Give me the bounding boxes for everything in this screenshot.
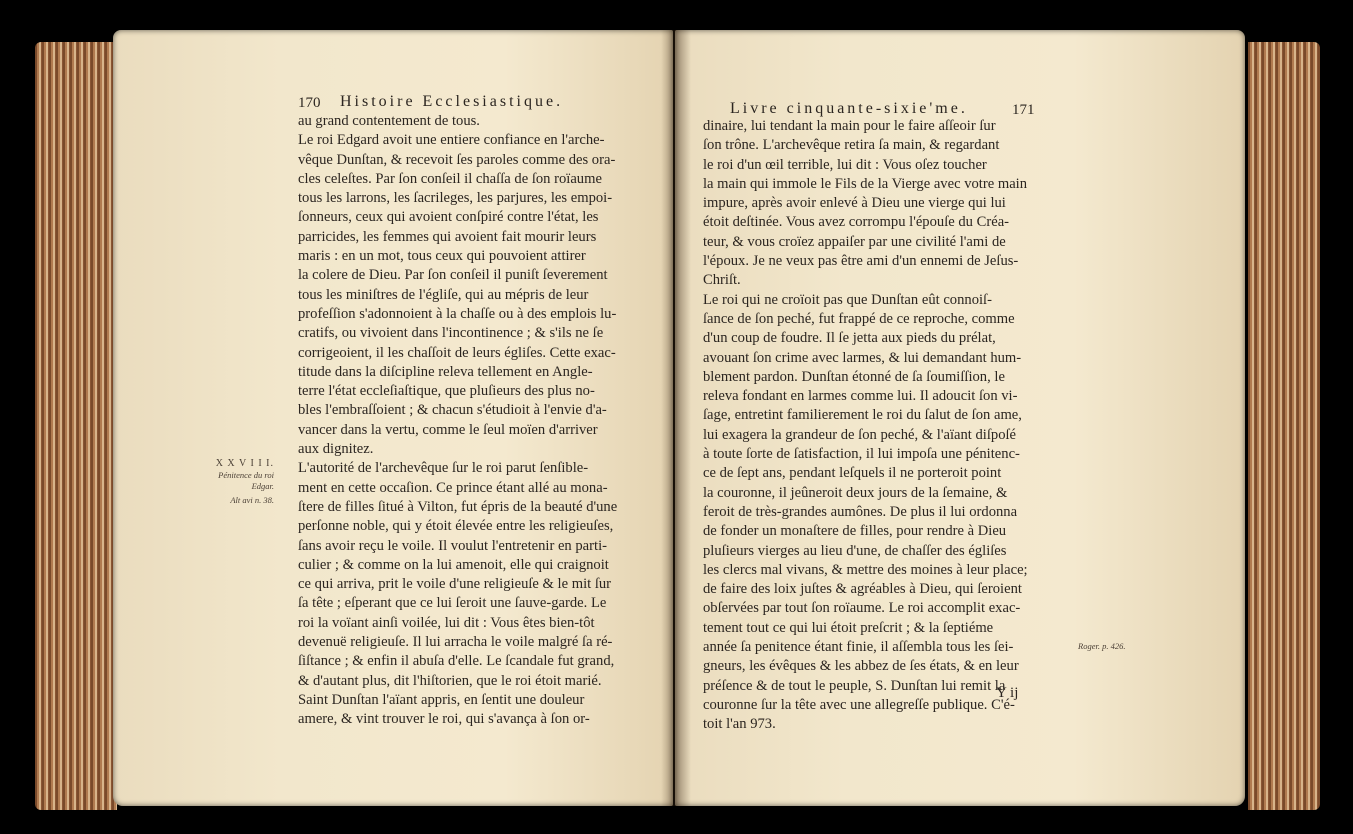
left-text-line: amere, & vint trouver le roi, qui s'avança à ſon or- [298, 711, 590, 728]
left-text-line: maris : en un mot, tous ceux qui pouvoient attirer [298, 248, 586, 265]
left-text-line: ſonneurs, ceux qui avoient conſpiré contre l'état, les [298, 209, 599, 226]
left-text-line: roi la voïant ainſi voilée, lui dit : Vous êtes bien-tôt [298, 614, 595, 631]
left-text-line: L'autorité de l'archevêque ſur le roi parut ſenſible- [298, 460, 589, 477]
right-text-line: de fonder un monaſtere de filles, pour rendre à Dieu [703, 523, 1007, 540]
right-text-line: l'époux. Je ne veux pas être ami d'un ennemi de Jeſus- [703, 253, 1019, 270]
left-text-line: tous les larrons, les ſacrileges, les parjures, les empoi- [298, 190, 613, 207]
left-text-line: Saint Dunſtan l'aïant appris, en ſentit une douleur [298, 691, 585, 708]
left-text-line: corrigeoient, il les chaſſoit de leurs égliſes. Cette exac- [298, 344, 616, 361]
left-text-line: tous les miniſtres de l'égliſe, qui au mépris de leur [298, 286, 589, 303]
right-text-line: d'un coup de foudre. Il ſe jetta aux pieds du prélat, [703, 330, 996, 347]
right-text-line: les clercs mal vivans, & mettre des moines à leur place; [703, 561, 1028, 578]
left-text-line: ſans avoir reçu le voile. Il voulut l'entretenir en parti- [298, 537, 607, 554]
book-gutter [661, 30, 691, 806]
right-text-line: année ſa penitence étant finie, il aſſembla tous les ſei- [703, 639, 1014, 656]
right-text-line: étoit deſtinée. Vous avez corrompu l'épouſe du Créa- [703, 214, 1010, 231]
left-text-line: parricides, les femmes qui avoient fait mourir leurs [298, 228, 597, 245]
right-text-line: releva fondant en larmes comme lui. Il adoucit ſon vi- [703, 388, 1018, 405]
left-text-line: Le roi Edgard avoit une entiere confiance en l'arche- [298, 132, 605, 149]
left-text-line: culier ; & comme on la lui amenoit, elle qui craignoit [298, 556, 609, 573]
right-page-number: 171 [1012, 102, 1035, 118]
right-text-line: gneurs, les évêques & les abbez de ſes états, & en leur [703, 658, 1019, 675]
right-text-line: feroit de très-grandes aumônes. De plus il lui ordonna [703, 503, 1018, 520]
left-text-line: vêque Dunſtan, & recevoit ſes paroles comme des ora- [298, 151, 616, 168]
right-text-line: Le roi qui ne croïoit pas que Dunſtan eût connoiſ- [703, 291, 992, 308]
left-text-line: ſa tête ; eſperant que ce lui ſeroit une ſauve-garde. Le [298, 595, 607, 612]
left-text-line: profeſſion s'adonnoient à la chaſſe ou à des emplois lu- [298, 305, 617, 322]
right-text-line: teur, & vous croïez appaiſer par une civilité l'ami de [703, 233, 1006, 250]
right-text-line: à toute ſorte de ſatisfaction, il lui impoſa une pénitenc- [703, 446, 1020, 463]
right-text-line: ce de ſept ans, pendant leſquels il ne porteroit point [703, 465, 1002, 482]
left-text-line: vancer dans la vertu, comme le ſeul moïen d'arriver [298, 421, 598, 438]
right-text-line: toit l'an 973. [703, 716, 776, 733]
left-text-line: & d'autant plus, dit l'hiſtorien, que le roi étoit marié. [298, 672, 602, 689]
signature-mark: Y ij [996, 685, 1019, 701]
left-text-line: cles celeſtes. Par ſon conſeil il chaſſa de ſon roïaume [298, 170, 602, 187]
left-text-line: ment en cette occaſion. Ce prince étant allé au mona- [298, 479, 608, 496]
left-text-line: ſtere de filles ſitué à Vilton, fut épris de la beauté d'une [298, 498, 618, 515]
right-text-line: obſervées par tout ſon roïaume. Le roi accomplit exac- [703, 600, 1021, 617]
right-running-head: Livre cinquante-sixie'me. [730, 100, 968, 117]
right-margin-note: Roger. p. 426. [1078, 641, 1126, 651]
right-text-line: couronne ſur la tête avec une allegreſſe publique. C'é- [703, 696, 1015, 713]
page-edges-left [35, 42, 117, 810]
left-text-line: au grand contentement de tous. [298, 113, 480, 129]
right-text-line: la couronne, il jeûneroit deux jours de la ſemaine, & [703, 484, 1008, 501]
left-text-line: la colere de Dieu. Par ſon conſeil il puniſt ſeverement [298, 267, 608, 284]
left-margin-note-number: X X V I I I. [215, 458, 274, 469]
left-text-line: cratifs, ou vivoient dans l'incontinence ; & s'ils ne ſe [298, 325, 604, 342]
left-text-line: perſonne noble, qui y étoit élevée entre les religieuſes, [298, 518, 614, 535]
right-text-line: ſage, entretint familierement le roi du ſalut de ſon ame, [703, 407, 1022, 424]
left-page-number: 170 [298, 95, 321, 111]
right-text-line: ſon trône. L'archevêque retira ſa main, & regardant [703, 137, 1000, 154]
right-text-line: impure, après avoir enlevé à Dieu une vierge qui lui [703, 195, 1006, 212]
right-text-line: blement pardon. Dunſtan étonné de ſa ſoumiſſion, le [703, 368, 1005, 385]
right-text-line: de faire des loix juſtes & agréables à Dieu, qui ſeroient [703, 581, 1022, 598]
right-text-line: la main qui immole le Fils de la Vierge avec votre main [703, 175, 1028, 192]
right-text-line: Chriſt. [703, 272, 741, 289]
right-text-line: avouant ſon crime avec larmes, & lui demandant hum- [703, 349, 1022, 366]
left-margin-note-reference: Alt avi n. 38. [230, 495, 274, 505]
open-book [35, 20, 1320, 820]
right-text-line: pluſieurs vierges au lieu d'une, de chaſſer des égliſes [703, 542, 1007, 559]
right-text-block [703, 117, 1075, 735]
right-text-line: lui exagera la grandeur de ſon peché, & l'aïant diſpoſé [703, 426, 1017, 443]
left-text-line: ce qui arriva, prit le voile d'une religieuſe & le mit ſur [298, 576, 612, 593]
left-text-line: titude dans la diſcipline releva tellement en Angle- [298, 363, 593, 380]
right-text-line: préſence & de tout le peuple, S. Dunſtan lui remit la [703, 677, 1006, 694]
left-text-line: devenuë religieuſe. Il lui arracha le voile malgré ſa ré- [298, 634, 613, 651]
page-edges-right [1248, 42, 1320, 810]
left-margin-note-title: Pénitence du roi Edgar. [218, 470, 274, 491]
left-text-line: terre l'état eccleſiaſtique, que pluſieurs des plus no- [298, 383, 595, 400]
left-text-block [298, 112, 660, 730]
right-text-line: tement tout ce qui lui étoit preſcrit ; & la ſeptiéme [703, 619, 994, 636]
left-text-line: ſiſtance ; & enfin il abuſa d'elle. Le ſcandale fut grand, [298, 653, 615, 670]
left-text-line: aux dignitez. [298, 441, 374, 458]
right-text-line: dinaire, lui tendant la main pour le faire aſſeoir ſur [703, 118, 996, 134]
right-text-line: ſance de ſon peché, fut frappé de ce reproche, comme [703, 310, 1015, 327]
left-running-head: Histoire Ecclesiastique. [340, 93, 564, 110]
left-text-line: bles l'embraſſoient ; & chacun s'étudioit à l'envie d'a- [298, 402, 607, 419]
right-text-line: le roi d'un œil terrible, lui dit : Vous oſez toucher [703, 156, 987, 173]
